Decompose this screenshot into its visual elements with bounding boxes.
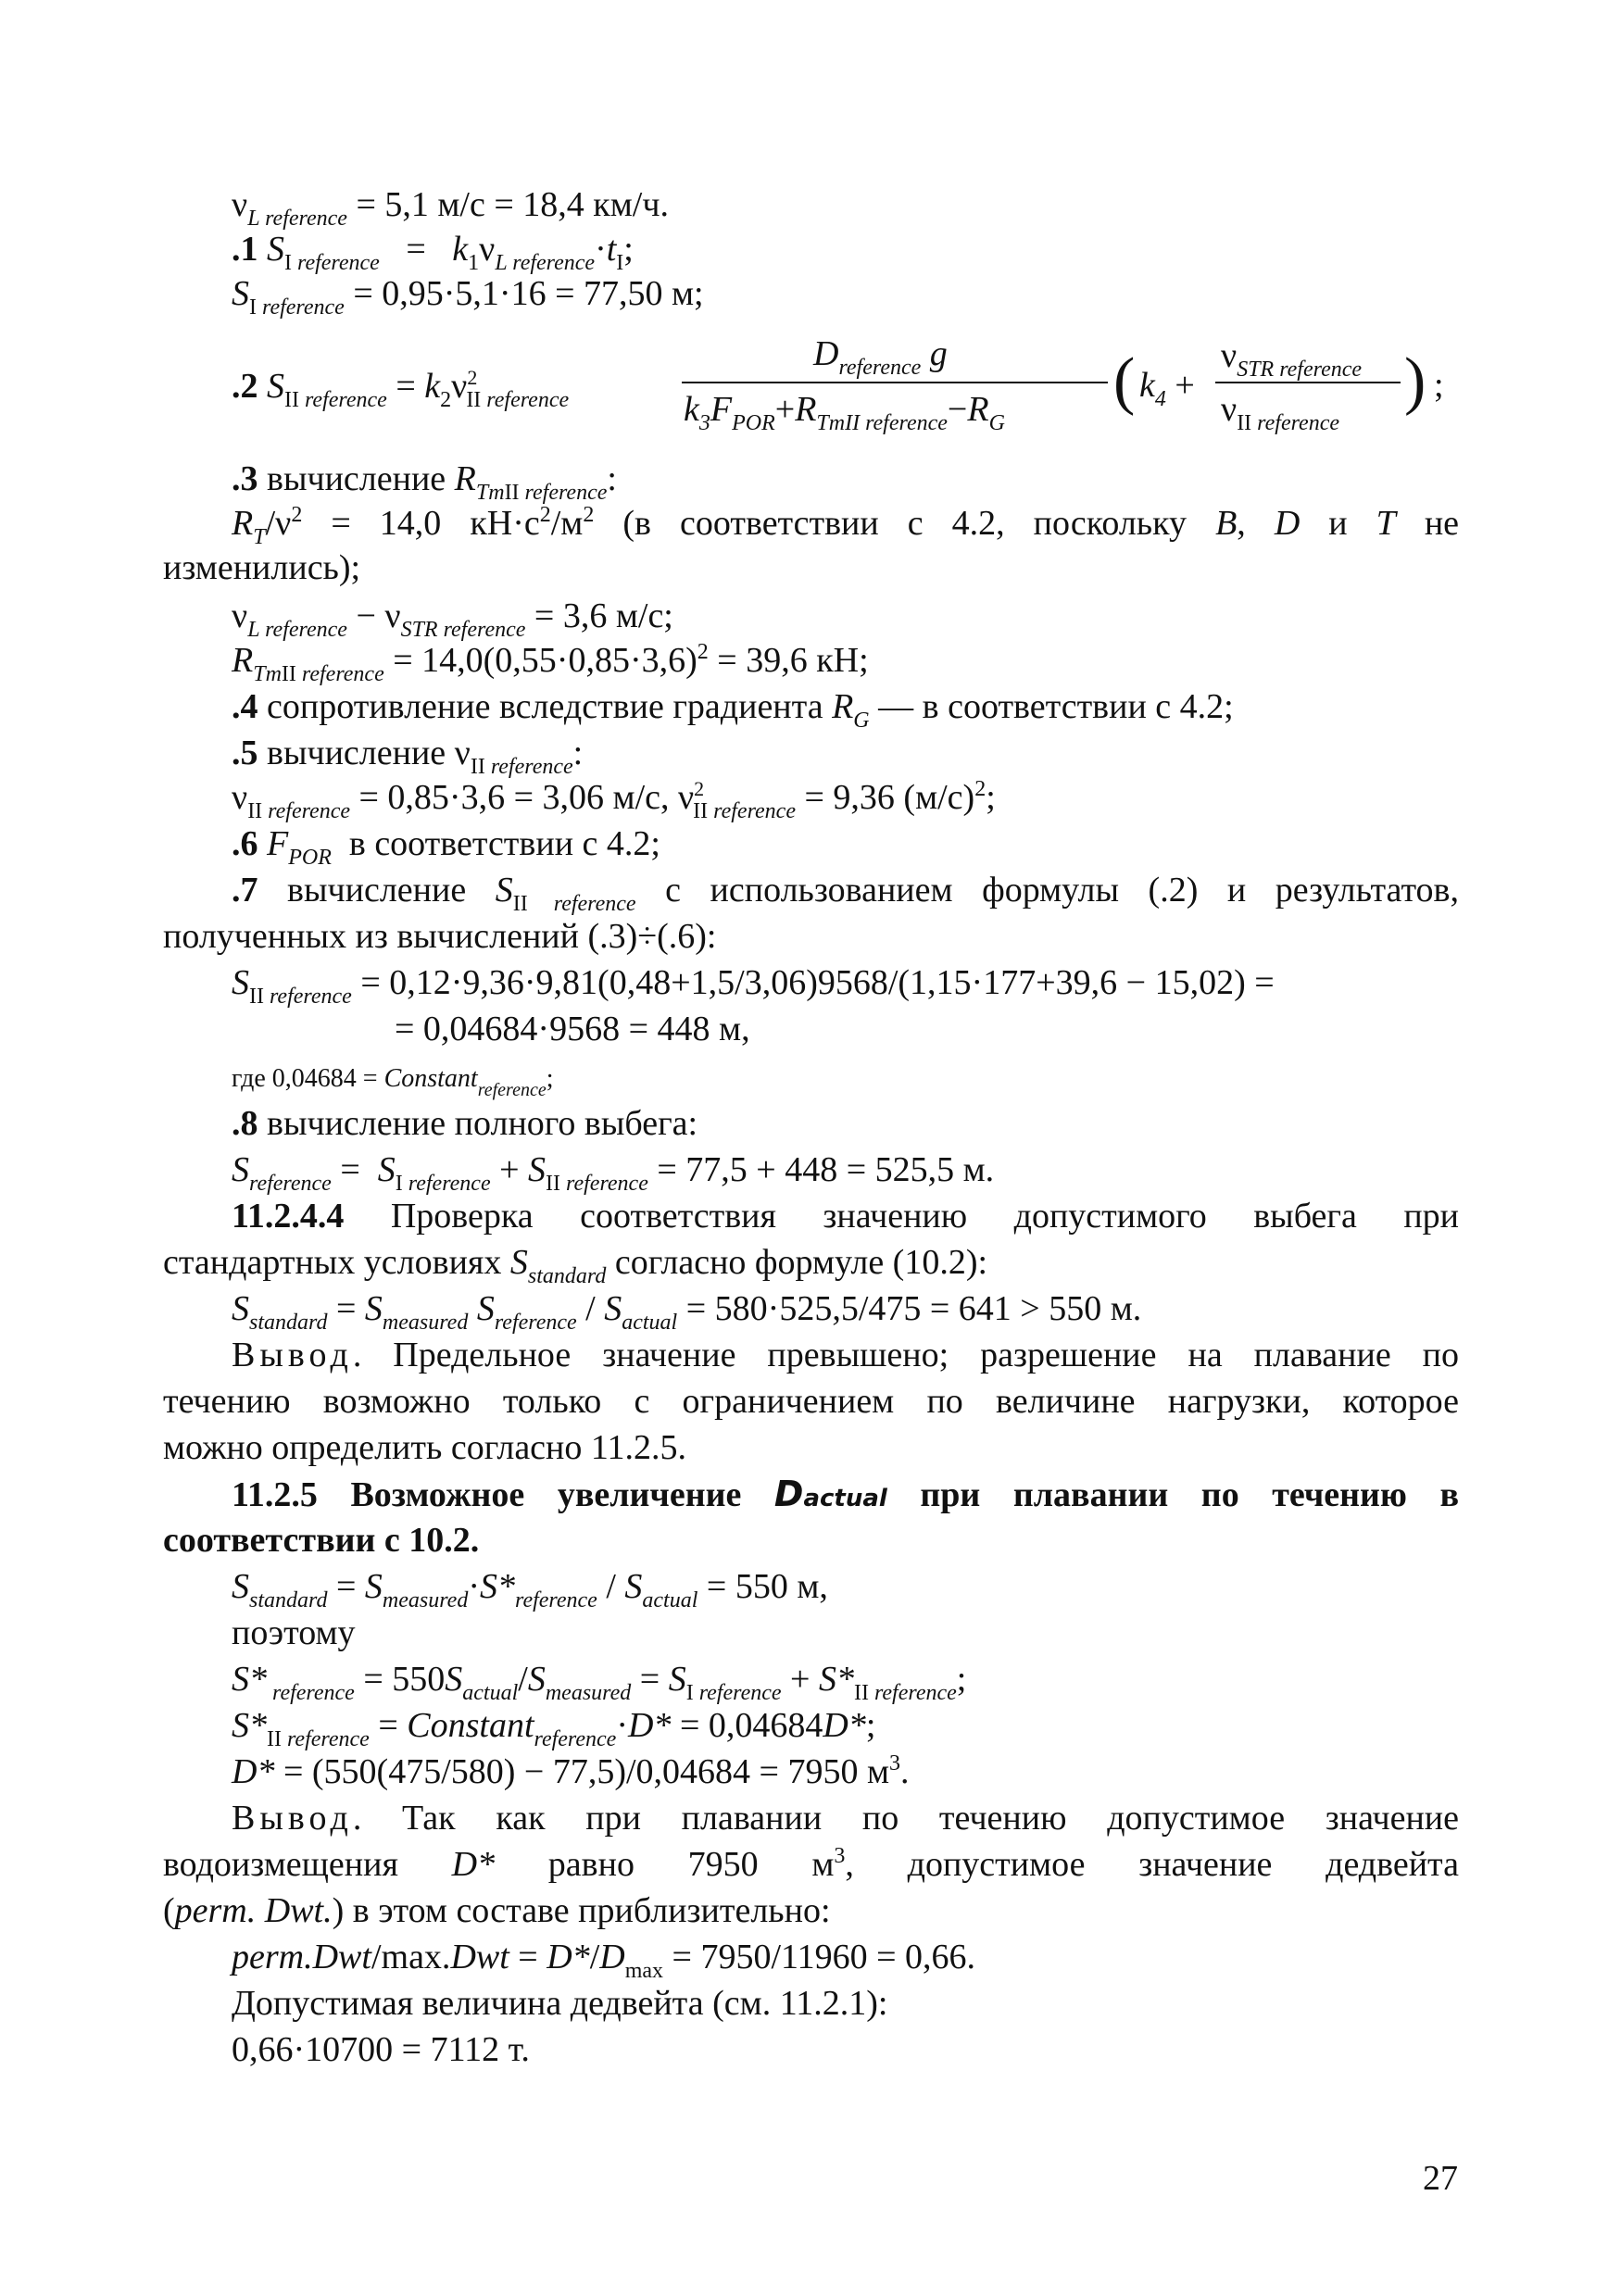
text-line: течению возможно только с ограничением по величине нагрузки, которое — [163, 1382, 1459, 1421]
text-line: поэтому — [232, 1613, 356, 1652]
text-line: где 0,04684 = Constant$_{reference}$; — [232, 1064, 554, 1100]
text-line: = 0,04684·9568 = 448 м, — [395, 1010, 750, 1048]
text-line: $S_{standard} = S_{measured}$ $S_{reference} / S_{actual} = 580\cdot 525,5/475 = 641 > 550$ м. — [232, 1289, 1142, 1335]
text-line: изменились); — [163, 548, 361, 587]
text-line: .7 вычисление $S_{II}$ $_{reference}$ с использованием формулы (.2) и результатов, — [232, 871, 1459, 916]
text-line: (perm. Dwt.) в этом составе приблизительно: — [163, 1891, 831, 1930]
text-line: 0,66·10700 = 7112 т. — [232, 2030, 530, 2069]
text-line: полученных из вычислений (.3)÷(.6): — [163, 917, 717, 956]
text-line: .3 вычисление $R_{TmII}$ $_{reference}$: — [232, 459, 617, 505]
text-line: можно определить согласно 11.2.5. — [163, 1428, 686, 1467]
text-line: .1 $S_I$ $_{reference} = k_1\nu_{L reference}\cdot t_I$; — [232, 230, 634, 275]
text-line: Вывод. Предельное значение превышено; разрешение на плавание по — [232, 1336, 1459, 1374]
text-line: $\nu_{II}$ $_{reference}$ = 0,85·3,6 = 3,06 м/с, $\nu^2_{II}$ $_{reference}$ = 9,36 $(м/с)^2$; — [232, 777, 996, 823]
text-line: $S*_{II}$ $_{reference}$ = Constant$_{reference}$·D* = 0,04684D*; — [232, 1706, 876, 1751]
text-line: .8 вычисление полного выбега: — [232, 1104, 698, 1143]
text-line: .5 вычисление $\nu_{II}$ $_{reference}$: — [232, 734, 584, 779]
text-line: $S_{II}$ $_{reference}$ = 0,12·9,36·9,81(0,48+1,5/3,06)9568/(1,15·177+39,6 − 15,02) = — [232, 963, 1275, 1009]
text-line: $R_{TmII}$ $_{reference} = 14,0(0,55\cdot 0,85\cdot 3,6)^2 = 39,6$ кН; — [232, 640, 869, 686]
text-line: Вывод. Так как при плавании по течению допустимое значение — [232, 1799, 1459, 1838]
text-line: .6 $F_{POR}$ в соответствии с 4.2; — [232, 824, 660, 870]
text-line: $S_{standard} = S_{measured}\cdot S*_{reference} / S_{actual} = 550$ м, — [232, 1567, 828, 1612]
text-line: $S_{reference} = S_I$ $_{reference} + S_{II}$ $_{reference}$ = 77,5 + 448 = 525,5 м. — [232, 1150, 995, 1196]
text-line: $S_I$ $_{reference}$ = 0,95·5,1·16 = 77,50 м; — [232, 274, 704, 320]
page-number: 27 — [1423, 2159, 1458, 2198]
text-line: D* = (550(475/580) − 77,5)/0,04684 = 7950 $м^3$. — [232, 1751, 910, 1791]
text-line: S* $_{reference} = 550S_{actual}/S_{measured} = S_I$ $_{reference} + S*_{II}$ $_{reference}$; — [232, 1660, 967, 1705]
text-line: perm.Dwt/max.Dwt = $D*/D_{max} = 7950/11960 = 0,66$. — [232, 1938, 976, 1983]
text-line: Допустимая величина дедвейта (см. 11.2.1): — [232, 1984, 888, 2023]
text-line: .4 сопротивление вследствие градиента $R_G$ — в соответствии с 4.2; — [232, 687, 1234, 733]
text-line: водоизмещения D* равно 7950 $м^3$, допустимое значение дедвейта — [163, 1844, 1459, 1884]
document-page: $\nu_{L reference} = 5,1$ м/с = 18,4 км/ч. .1 $S_I$ $_{reference} = k_1\nu_{L reference}\cdot t_I$; $S_I$ $_{reference}$ = 0,95·5,1·16 = 77,50 м; .2 $S_{II}$ $_{reference} = k_2\nu^2_{II}$ $_{reference}$ $D_{reference}$ g $k_3F_{POR}+R_{TmII reference}-R_G$ ( $k_4$ + $\nu_{STR reference}$ $\nu_{II}$ $_{reference}$ ) ; .3 вычисление $R_{TmII}$ $_{reference}$: $R_T/\nu^2 = 14,0$ $кН\cdot с^2/м^2$ (в соответствии с 4.2, поскольку B, D и T не изменились); $\nu_{L reference} - \nu_{STR reference} = 3,6$ м/с; $R_{TmII}$ $_{reference} = 14,0(0,55\cdot 0,85\cdot 3,6)^2 = 39,6$ кН; .4 сопротивление вследствие градиента $R_G$ — в соответствии с 4.2; .5 вычисление $\nu_{II}$ $_{reference}$: $\nu_{II}$ $_{reference}$ = 0,85·3,6 = 3,06 м/с, $\nu^2_{II}$ $_{reference}$ = 9,36 $(м/с)^2$; .6 $F_{POR}$ в соответствии с 4.2; .7 вычисление $S_{II}$ $_{reference}$ с использованием формулы (.2) и результатов, полученных из вычислений (.3)÷(.6): $S_{II}$ $_{reference}$ = 0,12·9,36·9,81(0,48+1,5/3,06)9568/(1,15·177+39,6 − 15,02) = = 0,04684·9568 = 448 м, где 0,04684 = Constant$_{reference}$; .8 вычисление полного выбега: $S_{reference} = S_I$ $_{reference} + S_{II}$ $_{reference}$ = 77,5 + 448 = 525,5 м. 11.2.4.4 Проверка соответствия значению допустимого выбега при стандартных условиях $S_{standard}$ согласно формуле (10.2): $S_{standard} = S_{measured}$ $S_{reference} / S_{actual} = 580\cdot 525,5/475 = 641 > 550$ м. Вывод. Предельное значение превышено; разрешение на плавание по течению возможно только с ограничением по величине нагрузки, которое можно определить согласно 11.2.5. 11.2.5 Возможное увеличение Dactual при плавании по течению в соответствии с 10.2. $S_{standard} = S_{measured}\cdot S*_{reference} / S_{actual} = 550$ м, поэтому S* $_{reference} = 550S_{actual}/S_{measured} = S_I$ $_{reference} + S*_{II}$ $_{reference}$; $S*_{II}$ $_{reference}$ = Constant$_{reference}$·D* = 0,04684D*; D* = (550(475/580) − 77,5)/0,04684 = 7950 $м^3$. Вывод. Так как при плавании по течению допустимое значение водоизмещения D* равно 7950 $м^3$, допустимое значение дедвейта (perm. Dwt.) в этом составе приблизительно: perm.Dwt/max.Dwt = $D*/D_{max} = 7950/11960 = 0,66$. Допустимая величина дедвейта (см. 11.2.1): 0,66·10700 = 7112 т. 27 — [163, 185, 1460, 2198]
section-heading: соответствии с 10.2. — [163, 1521, 480, 1560]
text-line: стандартных условиях $S_{standard}$ согласно формуле (10.2): — [163, 1243, 988, 1288]
section-heading: 11.2.5 Возможное увеличение Dactual при плавании по течению в — [232, 1474, 1460, 1514]
text-line: 11.2.4.4 Проверка соответствия значению допустимого выбега при — [232, 1197, 1459, 1236]
text-line: $\nu_{L reference} - \nu_{STR reference} = 3,6$ м/с; — [232, 596, 673, 642]
text-line: $\nu_{L reference} = 5,1$ м/с = 18,4 км/ч. — [232, 185, 669, 231]
text-line: $R_T/\nu^2 = 14,0$ $кН\cdot с^2/м^2$ (в соответствии с 4.2, поскольку B, D и T не — [232, 503, 1460, 549]
